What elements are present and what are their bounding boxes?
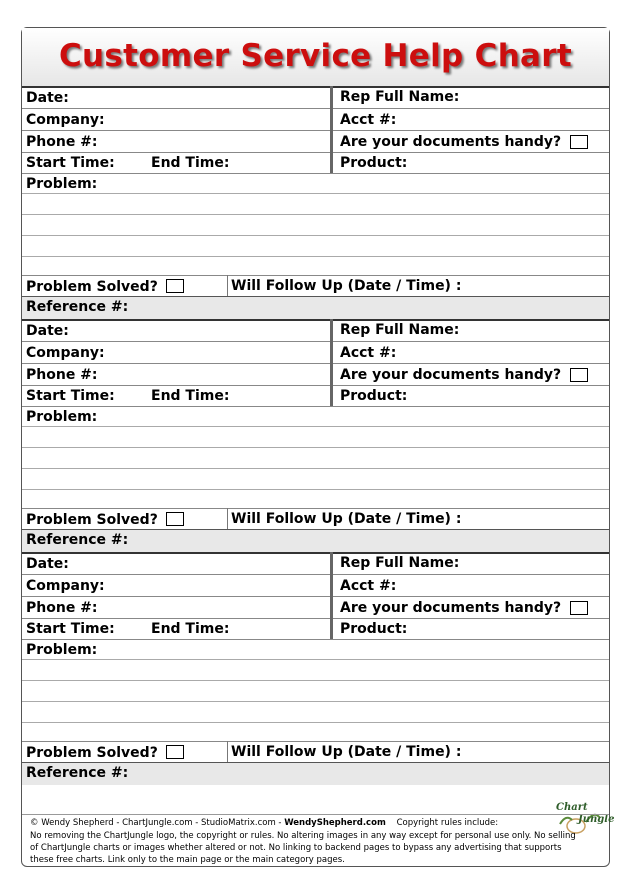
grid-line: [22, 363, 609, 364]
grid-line: [22, 108, 609, 109]
follow-up-label: Will Follow Up (Date / Time) :: [231, 744, 462, 760]
title-bar: [22, 28, 609, 86]
acct-label: Acct #:: [340, 345, 397, 361]
phone-label: Phone #:: [26, 134, 98, 150]
footer-rules: No removing the ChartJungle logo, the copyright or rules. No altering images in any way except for personal use only. No selling of ChartJungle charts or images whether altered or not. No linking to backend pages to bypass any advertising that supports these free charts. Link only to the main page or the main category pages.: [30, 831, 576, 865]
problem-solved-label: Problem Solved?: [26, 512, 158, 528]
documents-handy-checkbox[interactable]: [570, 368, 588, 382]
company-label: Company:: [26, 578, 105, 594]
block-top-line: [22, 86, 609, 88]
logo-text-jungle: Jungle: [578, 814, 615, 825]
grid-line: [22, 385, 609, 386]
phone-label: Phone #:: [26, 600, 98, 616]
footer-credit-prefix: © Wendy Shepherd - ChartJungle.com - StudioMatrix.com -: [30, 818, 285, 828]
writing-line: [22, 489, 609, 490]
grid-line: [22, 152, 609, 153]
writing-line: [22, 256, 609, 257]
grid-line: [22, 508, 609, 509]
documents-handy-label: Are your documents handy?: [340, 367, 562, 383]
writing-line: [22, 214, 609, 215]
reference-label: Reference #:: [26, 765, 129, 781]
grid-line: [22, 130, 609, 131]
writing-line: [22, 235, 609, 236]
grid-line: [22, 173, 609, 174]
solved-divider: [227, 508, 228, 529]
company-label: Company:: [26, 345, 105, 361]
reference-label: Reference #:: [26, 532, 129, 548]
problem-solved-label: Problem Solved?: [26, 745, 158, 761]
end-time-label: End Time:: [151, 621, 230, 637]
column-divider: [330, 552, 333, 639]
reference-label: Reference #:: [26, 299, 129, 315]
documents-handy-label: Are your documents handy?: [340, 134, 562, 150]
documents-handy-checkbox[interactable]: [570, 135, 588, 149]
grid-line: [22, 574, 609, 575]
grid-line: [22, 741, 609, 742]
grid-line: [22, 618, 609, 619]
writing-line: [22, 193, 609, 194]
solved-divider: [227, 741, 228, 762]
grid-line: [22, 596, 609, 597]
writing-line: [22, 680, 609, 681]
product-label: Product:: [340, 621, 408, 637]
block-top-line: [22, 552, 609, 554]
end-time-label: End Time:: [151, 388, 230, 404]
documents-handy-checkbox[interactable]: [570, 601, 588, 615]
footer-credit-site: WendyShepherd.com: [284, 818, 386, 828]
date-label: Date:: [26, 556, 69, 572]
rep-name-label: Rep Full Name:: [340, 322, 460, 338]
solved-divider: [227, 275, 228, 296]
rep-name-label: Rep Full Name:: [340, 89, 460, 105]
grid-line: [22, 639, 609, 640]
problem-solved-checkbox[interactable]: [166, 745, 184, 759]
writing-line: [22, 468, 609, 469]
form-block-2: [22, 319, 609, 552]
date-label: Date:: [26, 323, 69, 339]
grid-line: [22, 406, 609, 407]
problem-label: Problem:: [26, 409, 98, 425]
column-divider: [330, 319, 333, 406]
form-block-1: [22, 86, 609, 319]
problem-solved-checkbox[interactable]: [166, 512, 184, 526]
end-time-label: End Time:: [151, 155, 230, 171]
start-time-label: Start Time:: [26, 155, 115, 171]
writing-line: [22, 426, 609, 427]
block-top-line: [22, 319, 609, 321]
footer-credit: [30, 818, 498, 828]
column-divider: [330, 86, 333, 173]
product-label: Product:: [340, 155, 408, 171]
documents-handy-label: Are your documents handy?: [340, 600, 562, 616]
writing-line: [22, 659, 609, 660]
problem-solved-checkbox[interactable]: [166, 279, 184, 293]
follow-up-label: Will Follow Up (Date / Time) :: [231, 278, 462, 294]
problem-solved-label: Problem Solved?: [26, 279, 158, 295]
footer: [22, 814, 609, 866]
rep-name-label: Rep Full Name:: [340, 555, 460, 571]
writing-line: [22, 722, 609, 723]
grid-line: [22, 341, 609, 342]
problem-label: Problem:: [26, 176, 98, 192]
page-title: Customer Service Help Chart: [59, 38, 572, 74]
form-block-3: [22, 552, 609, 785]
acct-label: Acct #:: [340, 578, 397, 594]
product-label: Product:: [340, 388, 408, 404]
date-label: Date:: [26, 90, 69, 106]
writing-line: [22, 701, 609, 702]
footer-copyright-intro: Copyright rules include:: [396, 818, 499, 828]
acct-label: Acct #:: [340, 112, 397, 128]
phone-label: Phone #:: [26, 367, 98, 383]
logo-text-chart: Chart: [556, 802, 588, 813]
writing-line: [22, 447, 609, 448]
start-time-label: Start Time:: [26, 621, 115, 637]
grid-line: [22, 275, 609, 276]
problem-label: Problem:: [26, 642, 98, 658]
chart-sheet: [21, 27, 615, 867]
follow-up-label: Will Follow Up (Date / Time) :: [231, 511, 462, 527]
start-time-label: Start Time:: [26, 388, 115, 404]
company-label: Company:: [26, 112, 105, 128]
